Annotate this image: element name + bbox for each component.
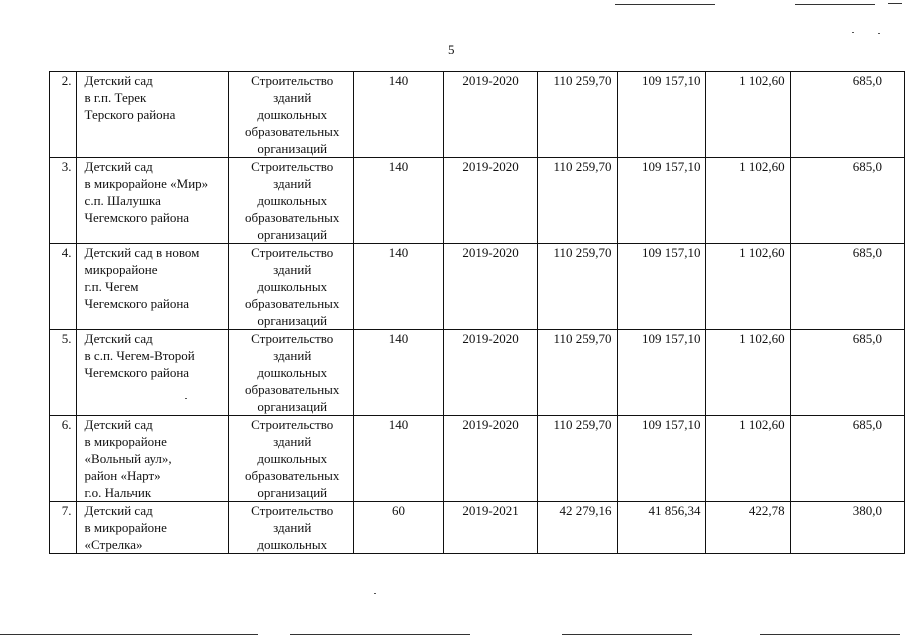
scan-line-top-1 (615, 4, 715, 5)
row-number: 2. (50, 72, 77, 158)
federal-amount: 41 856,34 (617, 502, 706, 554)
period: 2019-2020 (443, 158, 537, 244)
work-type: Строительство зданий дошкольных образовательных организаций (229, 158, 354, 244)
last-value: 685,0 (790, 158, 904, 244)
regional-amount: 1 102,60 (706, 72, 790, 158)
total-amount: 42 279,16 (538, 502, 617, 554)
facility-name: Детский сад в с.п. Чегем-Второй Чегемского района (76, 330, 229, 416)
row-number: 5. (50, 330, 77, 416)
row-number: 7. (50, 502, 77, 554)
regional-amount: 1 102,60 (706, 416, 790, 502)
federal-amount: 109 157,10 (617, 244, 706, 330)
table-row (50, 416, 905, 502)
period: 2019-2020 (443, 244, 537, 330)
row-number: 4. (50, 244, 77, 330)
table-row (50, 72, 905, 158)
scan-line-top-3 (888, 3, 902, 4)
period: 2019-2020 (443, 72, 537, 158)
capacity: 140 (354, 72, 444, 158)
scan-speck (852, 32, 854, 33)
work-type: Строительство зданий дошкольных (229, 502, 354, 554)
capacity: 60 (354, 502, 444, 554)
work-type: Строительство зданий дошкольных образовательных организаций (229, 416, 354, 502)
total-amount: 110 259,70 (538, 244, 617, 330)
last-value: 685,0 (790, 416, 904, 502)
period: 2019-2020 (443, 330, 537, 416)
scan-line-bottom-1 (0, 634, 258, 635)
regional-amount: 422,78 (706, 502, 790, 554)
last-value: 685,0 (790, 72, 904, 158)
last-value: 380,0 (790, 502, 904, 554)
capacity: 140 (354, 330, 444, 416)
last-value: 685,0 (790, 244, 904, 330)
work-type: Строительство зданий дошкольных образовательных организаций (229, 72, 354, 158)
table-row (50, 244, 905, 330)
facility-name: Детский сад в микрорайоне «Вольный аул», район «Нарт» г.о. Нальчик (76, 416, 229, 502)
regional-amount: 1 102,60 (706, 330, 790, 416)
federal-amount: 109 157,10 (617, 72, 706, 158)
last-value: 685,0 (790, 330, 904, 416)
facility-name: Детский сад в новом микрорайоне г.п. Чегем Чегемского района (76, 244, 229, 330)
capacity: 140 (354, 244, 444, 330)
facility-name: Детский сад в микрорайоне «Стрелка» (76, 502, 229, 554)
capacity: 140 (354, 416, 444, 502)
federal-amount: 109 157,10 (617, 158, 706, 244)
table-row (50, 502, 905, 554)
total-amount: 110 259,70 (538, 72, 617, 158)
regional-amount: 1 102,60 (706, 244, 790, 330)
scan-speck (374, 593, 376, 594)
scan-line-bottom-4 (760, 634, 900, 635)
total-amount: 110 259,70 (538, 416, 617, 502)
federal-amount: 109 157,10 (617, 416, 706, 502)
facility-name: Детский сад в микрорайоне «Мир» с.п. Шалушка Чегемского района (76, 158, 229, 244)
table-row (50, 330, 905, 416)
period: 2019-2020 (443, 416, 537, 502)
scan-line-bottom-3 (562, 634, 692, 635)
facility-name: Детский сад в г.п. Терек Терского района (76, 72, 229, 158)
total-amount: 110 259,70 (538, 158, 617, 244)
total-amount: 110 259,70 (538, 330, 617, 416)
table-row (50, 158, 905, 244)
page-number: 5 (448, 42, 455, 57)
facilities-table (49, 71, 905, 554)
row-number: 6. (50, 416, 77, 502)
work-type: Строительство зданий дошкольных образовательных организаций (229, 330, 354, 416)
row-number: 3. (50, 158, 77, 244)
scan-line-bottom-2 (290, 634, 470, 635)
table-body (50, 72, 905, 554)
regional-amount: 1 102,60 (706, 158, 790, 244)
capacity: 140 (354, 158, 444, 244)
scan-speck (878, 33, 880, 34)
period: 2019-2021 (443, 502, 537, 554)
work-type: Строительство зданий дошкольных образовательных организаций (229, 244, 354, 330)
scan-line-top-2 (795, 4, 875, 5)
federal-amount: 109 157,10 (617, 330, 706, 416)
